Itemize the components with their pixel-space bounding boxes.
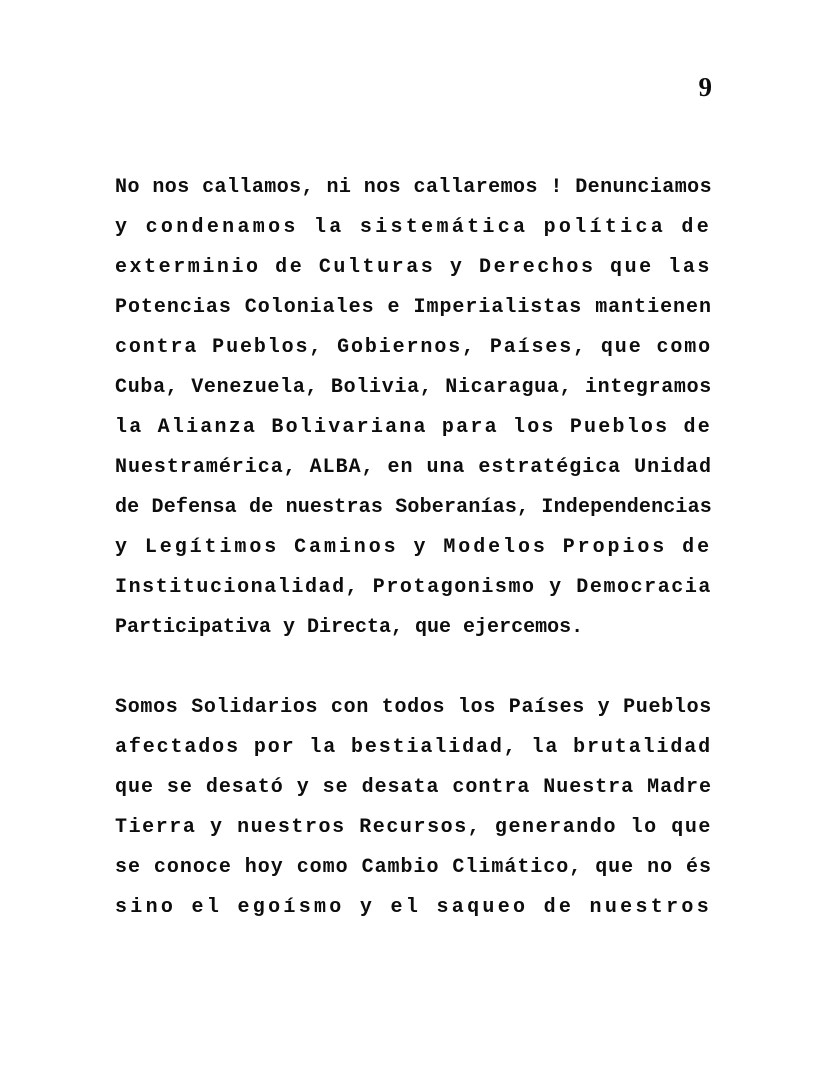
page-number: 9 [698, 72, 712, 102]
text-block [115, 168, 712, 928]
text-line: que se desató y se desata contra Nuestra Madre [115, 776, 712, 799]
paragraph-1 [115, 168, 712, 648]
text-line: Participativa y Directa, que ejercemos. [115, 616, 584, 639]
text-line: Institucionalidad, Protagonismo y Democracia [115, 576, 712, 599]
text-line: No nos callamos, ni nos callaremos ! Denunciamos [115, 176, 712, 199]
text-line: y Legítimos Caminos y Modelos Propios de [115, 536, 712, 559]
text-line: Potencias Coloniales e Imperialistas mantienen [115, 296, 712, 319]
text-line: contra Pueblos, Gobiernos, Países, que como [115, 336, 712, 359]
text-line: Nuestramérica, ALBA, en una estratégica Unidad [115, 456, 712, 479]
text-line: sino el egoísmo y el saqueo de nuestros [115, 896, 712, 919]
text-line: Cuba, Venezuela, Bolivia, Nicaragua, integramos [115, 376, 712, 399]
text-line: Tierra y nuestros Recursos, generando lo que [115, 816, 712, 839]
text-line: se conoce hoy como Cambio Climático, que no és [115, 856, 712, 879]
text-line: la Alianza Bolivariana para los Pueblos de [115, 416, 712, 439]
text-line: afectados por la bestialidad, la brutalidad [115, 736, 712, 759]
text-line: de Defensa de nuestras Soberanías, Independencias [115, 496, 712, 519]
text-line: y condenamos la sistemática política de [115, 216, 712, 239]
paragraph-2 [115, 688, 712, 928]
text-line: Somos Solidarios con todos los Países y Pueblos [115, 696, 712, 719]
text-line: exterminio de Culturas y Derechos que las [115, 256, 712, 279]
